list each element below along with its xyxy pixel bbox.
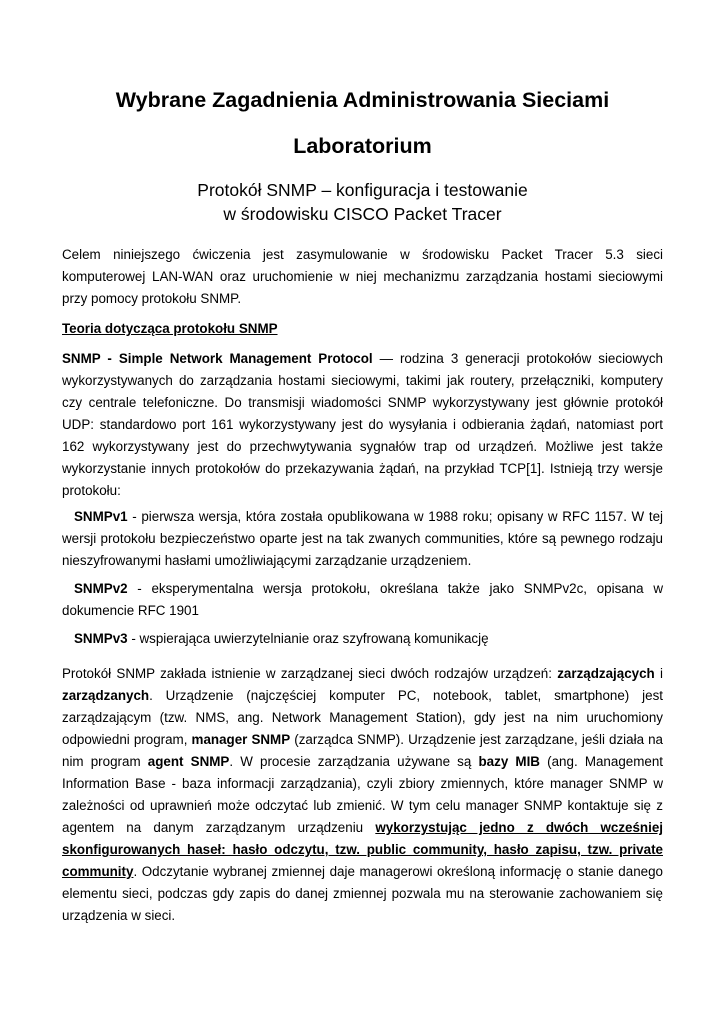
version-description: - pierwsza wersja, która została opublikowana w 1988 roku; opisany w RFC 1157. W tej wersji protokołu bezpieczeństwo oparte jest na tak zwanych communities, które są pewnego rodzaju nieszyfrowanymi hasłami umożliwiającymi zarządzanie urządzeniem. — [62, 509, 663, 568]
version-description: - wspierająca uwierzytelnianie oraz szyfrowaną komunikację — [127, 631, 489, 646]
bold-term-managing: zarządzających — [557, 666, 655, 681]
version-description: - eksperymentalna wersja protokołu, określana także jako SNMPv2c, opisana w dokumencie RFC 1901 — [62, 581, 663, 618]
version-item-snmpv3 — [62, 628, 663, 650]
bold-term-mib: bazy MIB — [478, 754, 540, 769]
theory-heading-text: Teoria dotycząca protokołu SNMP — [62, 321, 278, 336]
text-run: . W procesie zarządzania używane są — [229, 754, 479, 769]
topic-line-1: Protokół SNMP – konfiguracja i testowanie — [197, 180, 528, 200]
snmp-definition-text: — rodzina 3 generacji protokołów sieciowych wykorzystywanych do zarządzania hostami sieciowymi, takimi jak routery, przełączniki, komputery czy centrale telefoniczne. Do transmisji wiadomości SNMP wykorzystywany jest głównie protokół UDP: standardowo port 161 wykorzystywany jest do wysyłania i odbierania żądań, natomiast port 162 wykorzystywany jest do przechwytywania sygnałów trap od urządzeń. Możliwe jest także wykorzystanie innych protokołów do przekazywania żądań, na przykład TCP[1]. Istnieją trzy wersje protokołu: — [62, 351, 664, 498]
lab-label: Laboratorium — [293, 134, 432, 158]
version-item-snmpv1 — [62, 506, 663, 572]
protocol-description-paragraph — [62, 663, 663, 927]
version-name: SNMPv2 — [74, 581, 128, 596]
text-run: (ang. Management Information Base - baza informacji zarządzania), czyli zbiory zmiennych, które manager SNMP w zależności od uprawnień może odczytać lub zmienić. W tym celu manager SNMP kontaktuje się z agentem na danym zarządzanym urządzeniu — [62, 754, 663, 835]
intro-text: Celem niniejszego ćwiczenia jest zasymulowanie w środowisku Packet Tracer 5.3 sieci komputerowej LAN-WAN oraz uruchomienie w niej mechanizmu zarządzania hostami sieciowymi przy pomocy protokołu SNMP. — [62, 247, 663, 306]
text-run: (zarządca SNMP). Urządzenie jest zarządzane, jeśli działa na nim program — [62, 732, 664, 769]
version-item-snmpv2 — [62, 578, 663, 622]
bold-term-manager: manager SNMP — [191, 732, 291, 747]
bold-term-managed: zarządzanych — [62, 688, 150, 703]
underlined-passwords-text: wykorzystując jedno z dwóch wcześniej skonfigurowanych haseł: hasło odczytu, tzw. public community, hasło zapisu, tzw. private community — [62, 820, 663, 879]
bold-term-agent: agent SNMP — [147, 754, 230, 769]
text-run: Protokół SNMP zakłada istnienie w zarządzanej sieci dwóch rodzajów urządzeń: — [62, 666, 558, 681]
snmp-definition-paragraph — [62, 348, 663, 502]
version-name: SNMPv3 — [74, 631, 128, 646]
text-run: . Urządzenie (najczęściej komputer PC, notebook, tablet, smartphone) jest zarządzającym (tzw. NMS, ang. Network Management Station), gdy jest na nim uruchomiony odpowiedni program, — [62, 688, 663, 747]
snmp-term: SNMP - Simple Network Management Protocol — [62, 351, 373, 366]
text-run: i — [654, 666, 663, 681]
topic-title — [0, 178, 725, 226]
intro-paragraph — [62, 244, 663, 310]
document-title: Wybrane Zagadnienia Administrowania Sieciami — [115, 88, 610, 112]
theory-heading — [62, 318, 663, 340]
topic-line-2: w środowisku CISCO Packet Tracer — [223, 204, 502, 224]
text-run: . Odczytanie wybranej zmiennej daje managerowi określoną informację o stanie danego elementu sieci, podczas gdy zapis do danej zmiennej pozwala mu na sterowanie zachowaniem się urządzenia w sieci. — [62, 864, 663, 923]
version-name: SNMPv1 — [74, 509, 128, 524]
